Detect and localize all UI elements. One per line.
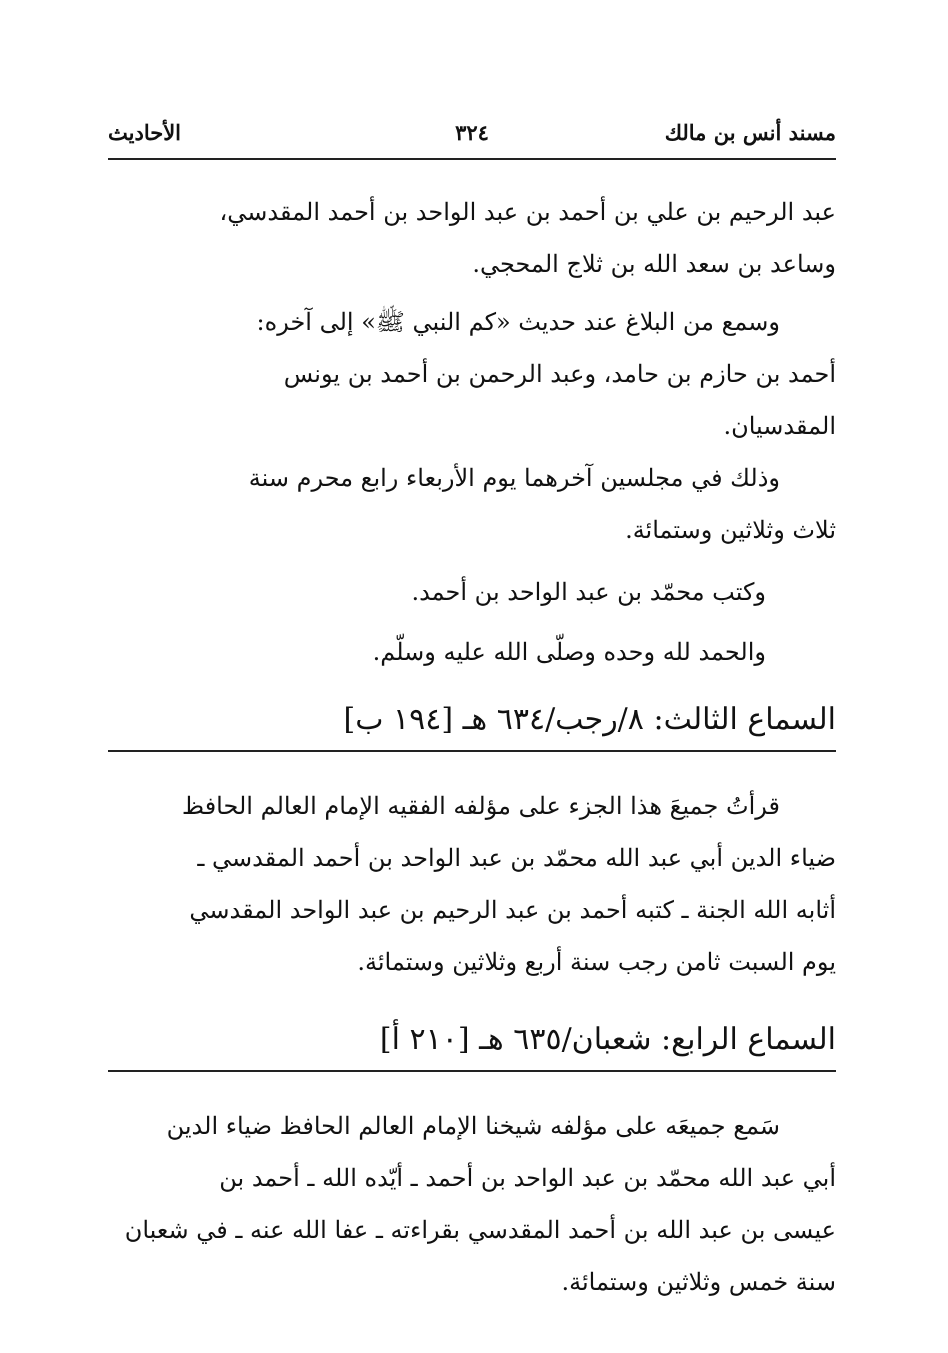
paragraph-3 (108, 452, 836, 556)
text-line: المقدسيان. (723, 412, 836, 440)
paragraph-1 (108, 186, 836, 290)
text-line: أثابه الله الجنة ـ كتبه أحمد بن عبد الرحيم بن عبد الواحد المقدسي (189, 896, 836, 924)
section-label: الأحاديث (108, 120, 182, 145)
text-line: يوم السبت ثامن رجب سنة أربع وثلاثين وستمائة. (357, 948, 836, 976)
page-header (108, 112, 836, 160)
section-3-body (108, 780, 836, 988)
paragraph-2 (108, 296, 836, 452)
text-line: أحمد بن حازم بن حامد، وعبد الرحمن بن أحمد بن يونس (283, 360, 836, 388)
closing-line-2: والحمد لله وحده وصلّى الله عليه وسلّم. (372, 638, 766, 666)
text-line: سَمع جميعَه على مؤلفه شيخنا الإمام العالم الحافظ ضياء الدين (166, 1112, 780, 1140)
text-line: سنة خمس وثلاثين وستمائة. (561, 1268, 836, 1296)
text-line: قرأتُ جميعَ هذا الجزء على مؤلفه الفقيه الإمام العالم الحافظ (181, 792, 780, 820)
text-line: أبي عبد الله محمّد بن عبد الواحد بن أحمد ـ أيّده الله ـ أحمد بن (219, 1164, 836, 1192)
text-line: عبد الرحيم بن علي بن أحمد بن عبد الواحد بن أحمد المقدسي، (219, 198, 836, 226)
closing-lines (108, 566, 836, 678)
text-line: وساعد بن سعد الله بن ثلاج المحجي. (472, 250, 836, 278)
section-4-body (108, 1100, 836, 1308)
text-line: عيسى بن عبد الله بن أحمد المقدسي بقراءته ـ عفا الله عنه ـ في شعبان (124, 1216, 836, 1244)
closing-line-1: وكتب محمّد بن عبد الواحد بن أحمد. (411, 578, 766, 606)
text-line: ثلاث وثلاثين وستمائة. (625, 516, 836, 544)
text-line: وذلك في مجلسين آخرهما يوم الأربعاء رابع محرم سنة (248, 464, 780, 492)
page-number: ٣٢٤ (455, 120, 489, 145)
section-4-title: السماع الرابع: شعبان/٦٣٥ هـ [٢١٠ أ] (108, 1020, 836, 1072)
book-title: مسند أنس بن مالك (664, 120, 836, 145)
text-line: وسمع من البلاغ عند حديث «كم النبي ﷺ» إلى آخره: (256, 308, 780, 336)
text-line: ضياء الدين أبي عبد الله محمّد بن عبد الواحد بن أحمد المقدسي ـ (197, 844, 836, 872)
section-3-title: السماع الثالث: ٨/رجب/٦٣٤ هـ [١٩٤ ب] (108, 700, 836, 752)
